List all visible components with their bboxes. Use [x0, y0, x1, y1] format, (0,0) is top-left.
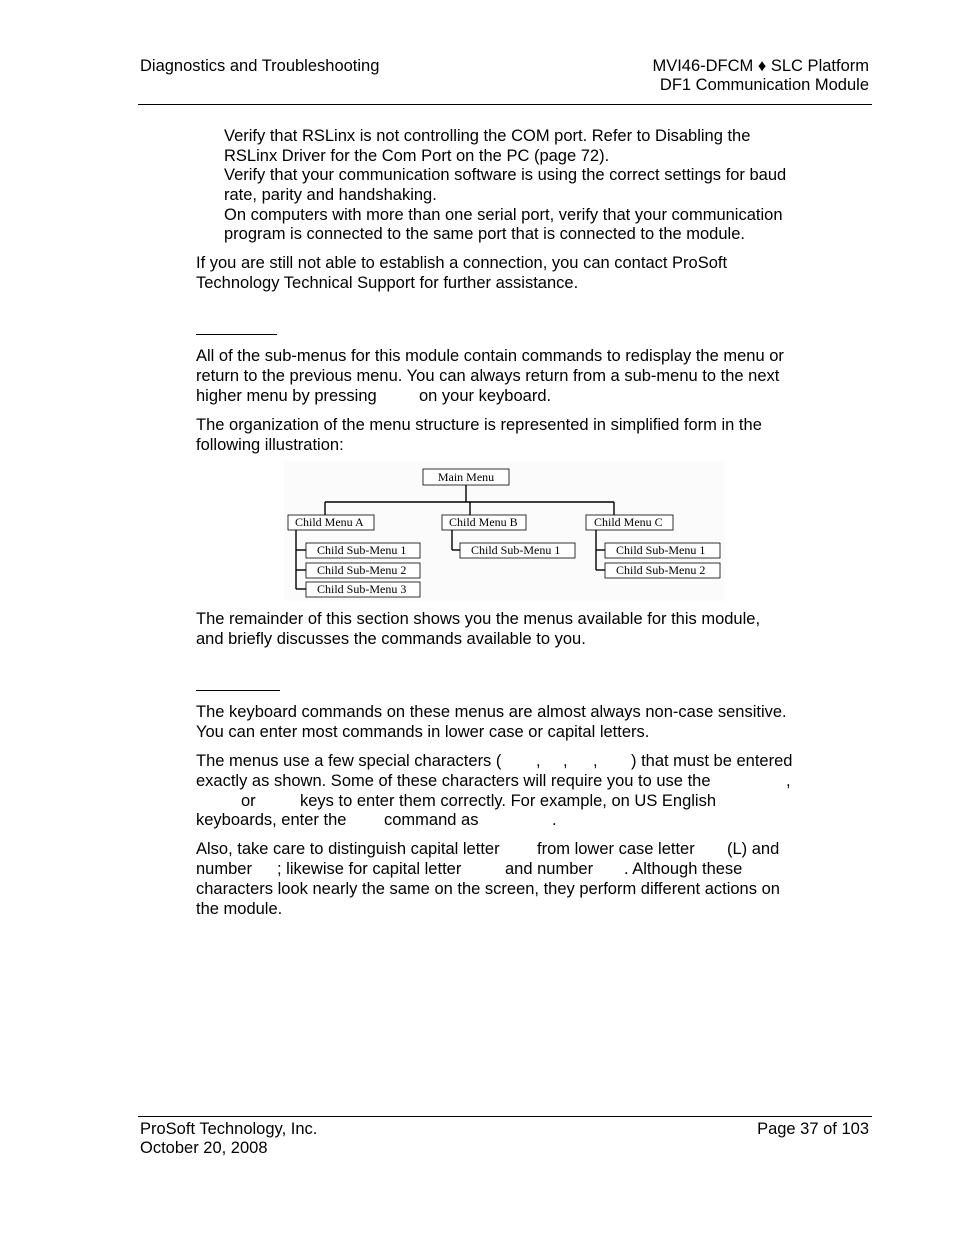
keys-para3-line1-b: from lower case letter: [537, 840, 695, 858]
bullet-2-line-2: rate, parity and handshaking.: [224, 186, 437, 204]
header-product: MVI46-DFCM ♦ SLC Platform: [652, 57, 869, 75]
keys-para2-line2-b: ,: [786, 772, 791, 790]
keys-para2-line1-a: The menus use a few special characters (: [196, 752, 502, 770]
child-c-sub-1-label: Child Sub-Menu 1: [616, 543, 706, 557]
keys-para2-line4-b: command as: [384, 811, 479, 829]
keystroke-section-heading-underline: [196, 690, 280, 691]
keys-para2-line1-c: ,: [563, 752, 568, 770]
child-a-sub-1-label: Child Sub-Menu 1: [317, 543, 407, 557]
keys-para2-line1-d: ,: [593, 752, 598, 770]
child-menu-c-label: Child Menu C: [594, 515, 663, 529]
keys-para2-line4-c: .: [552, 811, 557, 829]
keys-para3-line2-b: ; likewise for capital letter: [277, 860, 462, 878]
menu-para1-line-3a: higher menu by pressing: [196, 387, 377, 405]
keys-para3-line2-a: number: [196, 860, 252, 878]
child-a-sub-3-label: Child Sub-Menu 3: [317, 582, 407, 596]
child-a-sub-2-label: Child Sub-Menu 2: [317, 563, 407, 577]
main-menu-label: Main Menu: [437, 470, 495, 484]
menu-para3-line-1: The remainder of this section shows you the menus available for this module,: [196, 610, 761, 628]
keys-para1-line-2: You can enter most commands in lower case or capital letters.: [196, 723, 650, 741]
keys-para2-line3-b: keys to enter them correctly. For example, on US English: [300, 792, 717, 810]
contact-paragraph-line-2: Technology Technical Support for further assistance.: [196, 274, 579, 292]
menu-section-heading-underline: [196, 334, 277, 335]
footer-date: October 20, 2008: [140, 1139, 268, 1157]
menu-para1-line-3b: on your keyboard.: [419, 387, 552, 405]
bullet-1-line-1: Verify that RSLinx is not controlling the COM port. Refer to Disabling the: [224, 127, 751, 145]
header-rule: [138, 104, 872, 105]
keys-para3-line2-c: and number: [505, 860, 594, 878]
child-b-sub-1-label: Child Sub-Menu 1: [471, 543, 561, 557]
keys-para2-line3-a: or: [241, 792, 256, 810]
keys-para3-line4: the module.: [196, 900, 283, 918]
menu-para1-line-1: All of the sub-menus for this module contain commands to redisplay the menu or: [196, 347, 784, 365]
footer-rule: [138, 1116, 872, 1117]
footer-page-number: Page 37 of 103: [757, 1120, 869, 1138]
bullet-3-line-2: program is connected to the same port that is connected to the module.: [224, 225, 745, 243]
keys-para2-line2-a: exactly as shown. Some of these characters will require you to use the: [196, 772, 711, 790]
keys-para3-line3: characters look nearly the same on the screen, they perform different actions on: [196, 880, 780, 898]
menu-para2-line-2: following illustration:: [196, 436, 344, 454]
keys-para3-line2-d: . Although these: [624, 860, 743, 878]
menu-para1-line-2: return to the previous menu. You can always return from a sub-menu to the next: [196, 367, 780, 385]
bullet-1-line-2: RSLinx Driver for the Com Port on the PC (page 72).: [224, 147, 610, 165]
keys-para2-line4-a: keyboards, enter the: [196, 811, 347, 829]
bullet-2-line-1: Verify that your communication software is using the correct settings for baud: [224, 166, 787, 184]
header-module: DF1 Communication Module: [659, 76, 869, 94]
menu-structure-diagram: [284, 461, 725, 601]
child-menu-a-label: Child Menu A: [295, 515, 364, 529]
footer-company: ProSoft Technology, Inc.: [140, 1120, 318, 1138]
keys-para2-line1-e: ) that must be entered: [631, 752, 793, 770]
header-section-title: Diagnostics and Troubleshooting: [140, 57, 380, 75]
keys-para2-line1-b: ,: [536, 752, 541, 770]
keys-para1-line-1: The keyboard commands on these menus are almost always non-case sensitive.: [196, 703, 787, 721]
child-c-sub-2-label: Child Sub-Menu 2: [616, 563, 706, 577]
menu-para2-line-1: The organization of the menu structure is represented in simplified form in the: [196, 416, 762, 434]
menu-para3-line-2: and briefly discusses the commands available to you.: [196, 630, 586, 648]
keys-para3-line1-c: (L) and: [727, 840, 780, 858]
keys-para3-line1-a: Also, take care to distinguish capital letter: [196, 840, 500, 858]
child-menu-b-label: Child Menu B: [449, 515, 518, 529]
contact-paragraph-line-1: If you are still not able to establish a connection, you can contact ProSoft: [196, 254, 728, 272]
bullet-3-line-1: On computers with more than one serial port, verify that your communication: [224, 206, 783, 224]
